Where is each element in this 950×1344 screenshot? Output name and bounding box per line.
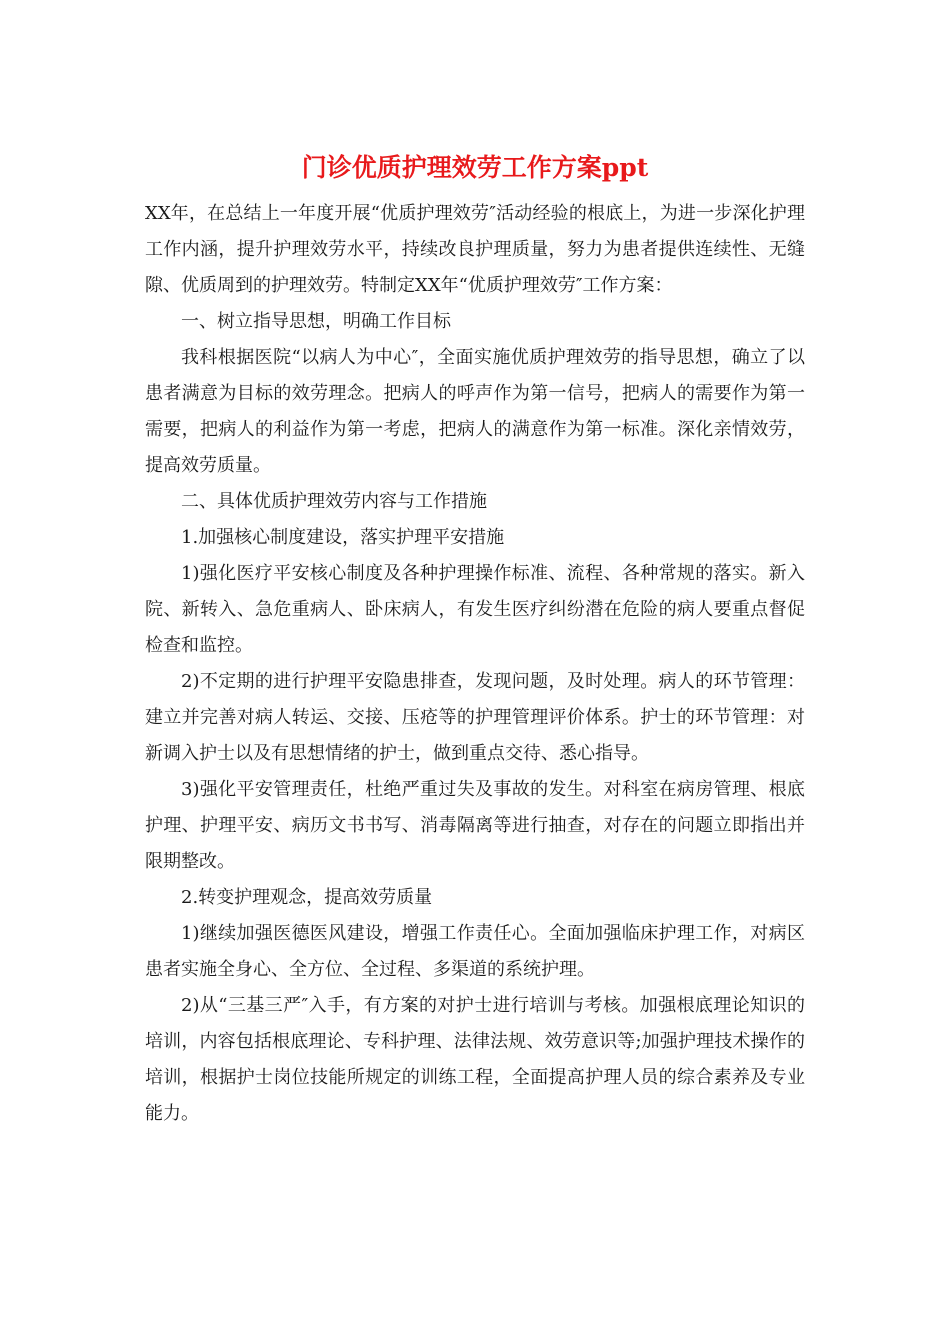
list-item: 1)强化医疗平安核心制度及各种护理操作标准、流程、各种常规的落实。新入院、新转入、急危重病人、卧床病人，有发生医疗纠纷潜在危险的病人要重点督促检查和监控。 (145, 563, 805, 656)
subheading-1: 1.加强核心制度建设，落实护理平安措施 (181, 527, 505, 548)
list-item: 2)不定期的进行护理平安隐患排查，发现问题，及时处理。病人的环节管理：建立并完善对病人转运、交接、压疮等的护理管理评价体系。护士的环节管理：对新调入护士以及有思想情绪的护士，做到重点交待、悉心指导。 (145, 671, 805, 764)
heading-section-2: 二、具体优质护理效劳内容与工作措施 (181, 491, 487, 512)
list-item: 2)从“三基三严″入手，有方案的对护士进行培训与考核。加强根底理论知识的培训，内容包括根底理论、专科护理、法律法规、效劳意识等;加强护理技术操作的培训，根据护士岗位技能所规定的训练工程，全面提高护理人员的综合素养及专业能力。 (145, 995, 805, 1124)
document-body (145, 196, 805, 1132)
paragraph: 我科根据医院“以病人为中心″，全面实施优质护理效劳的指导思想，确立了以患者满意为目标的效劳理念。把病人的呼声作为第一信号，把病人的需要作为第一需要，把病人的利益作为第一考虑，把病人的满意作为第一标准。深化亲情效劳，提高效劳质量。 (145, 347, 805, 476)
subheading-2: 2.转变护理观念，提高效劳质量 (181, 887, 433, 908)
list-item: 1)继续加强医德医风建设，增强工作责任心。全面加强临床护理工作，对病区患者实施全身心、全方位、全过程、多渠道的系统护理。 (145, 923, 805, 980)
list-item: 3)强化平安管理责任，杜绝严重过失及事故的发生。对科室在病房管理、根底护理、护理平安、病历文书书写、消毒隔离等进行抽查，对存在的问题立即指出并限期整改。 (145, 779, 805, 872)
document-title: 门诊优质护理效劳工作方案ppt (301, 153, 649, 182)
paragraph-intro: XX年，在总结上一年度开展“优质护理效劳″活动经验的根底上，为进一步深化护理工作内涵，提升护理效劳水平，持续改良护理质量，努力为患者提供连续性、无缝隙、优质周到的护理效劳。特制定XX年“优质护理效劳″工作方案： (145, 203, 805, 296)
heading-section-1: 一、树立指导思想，明确工作目标 (181, 311, 451, 332)
